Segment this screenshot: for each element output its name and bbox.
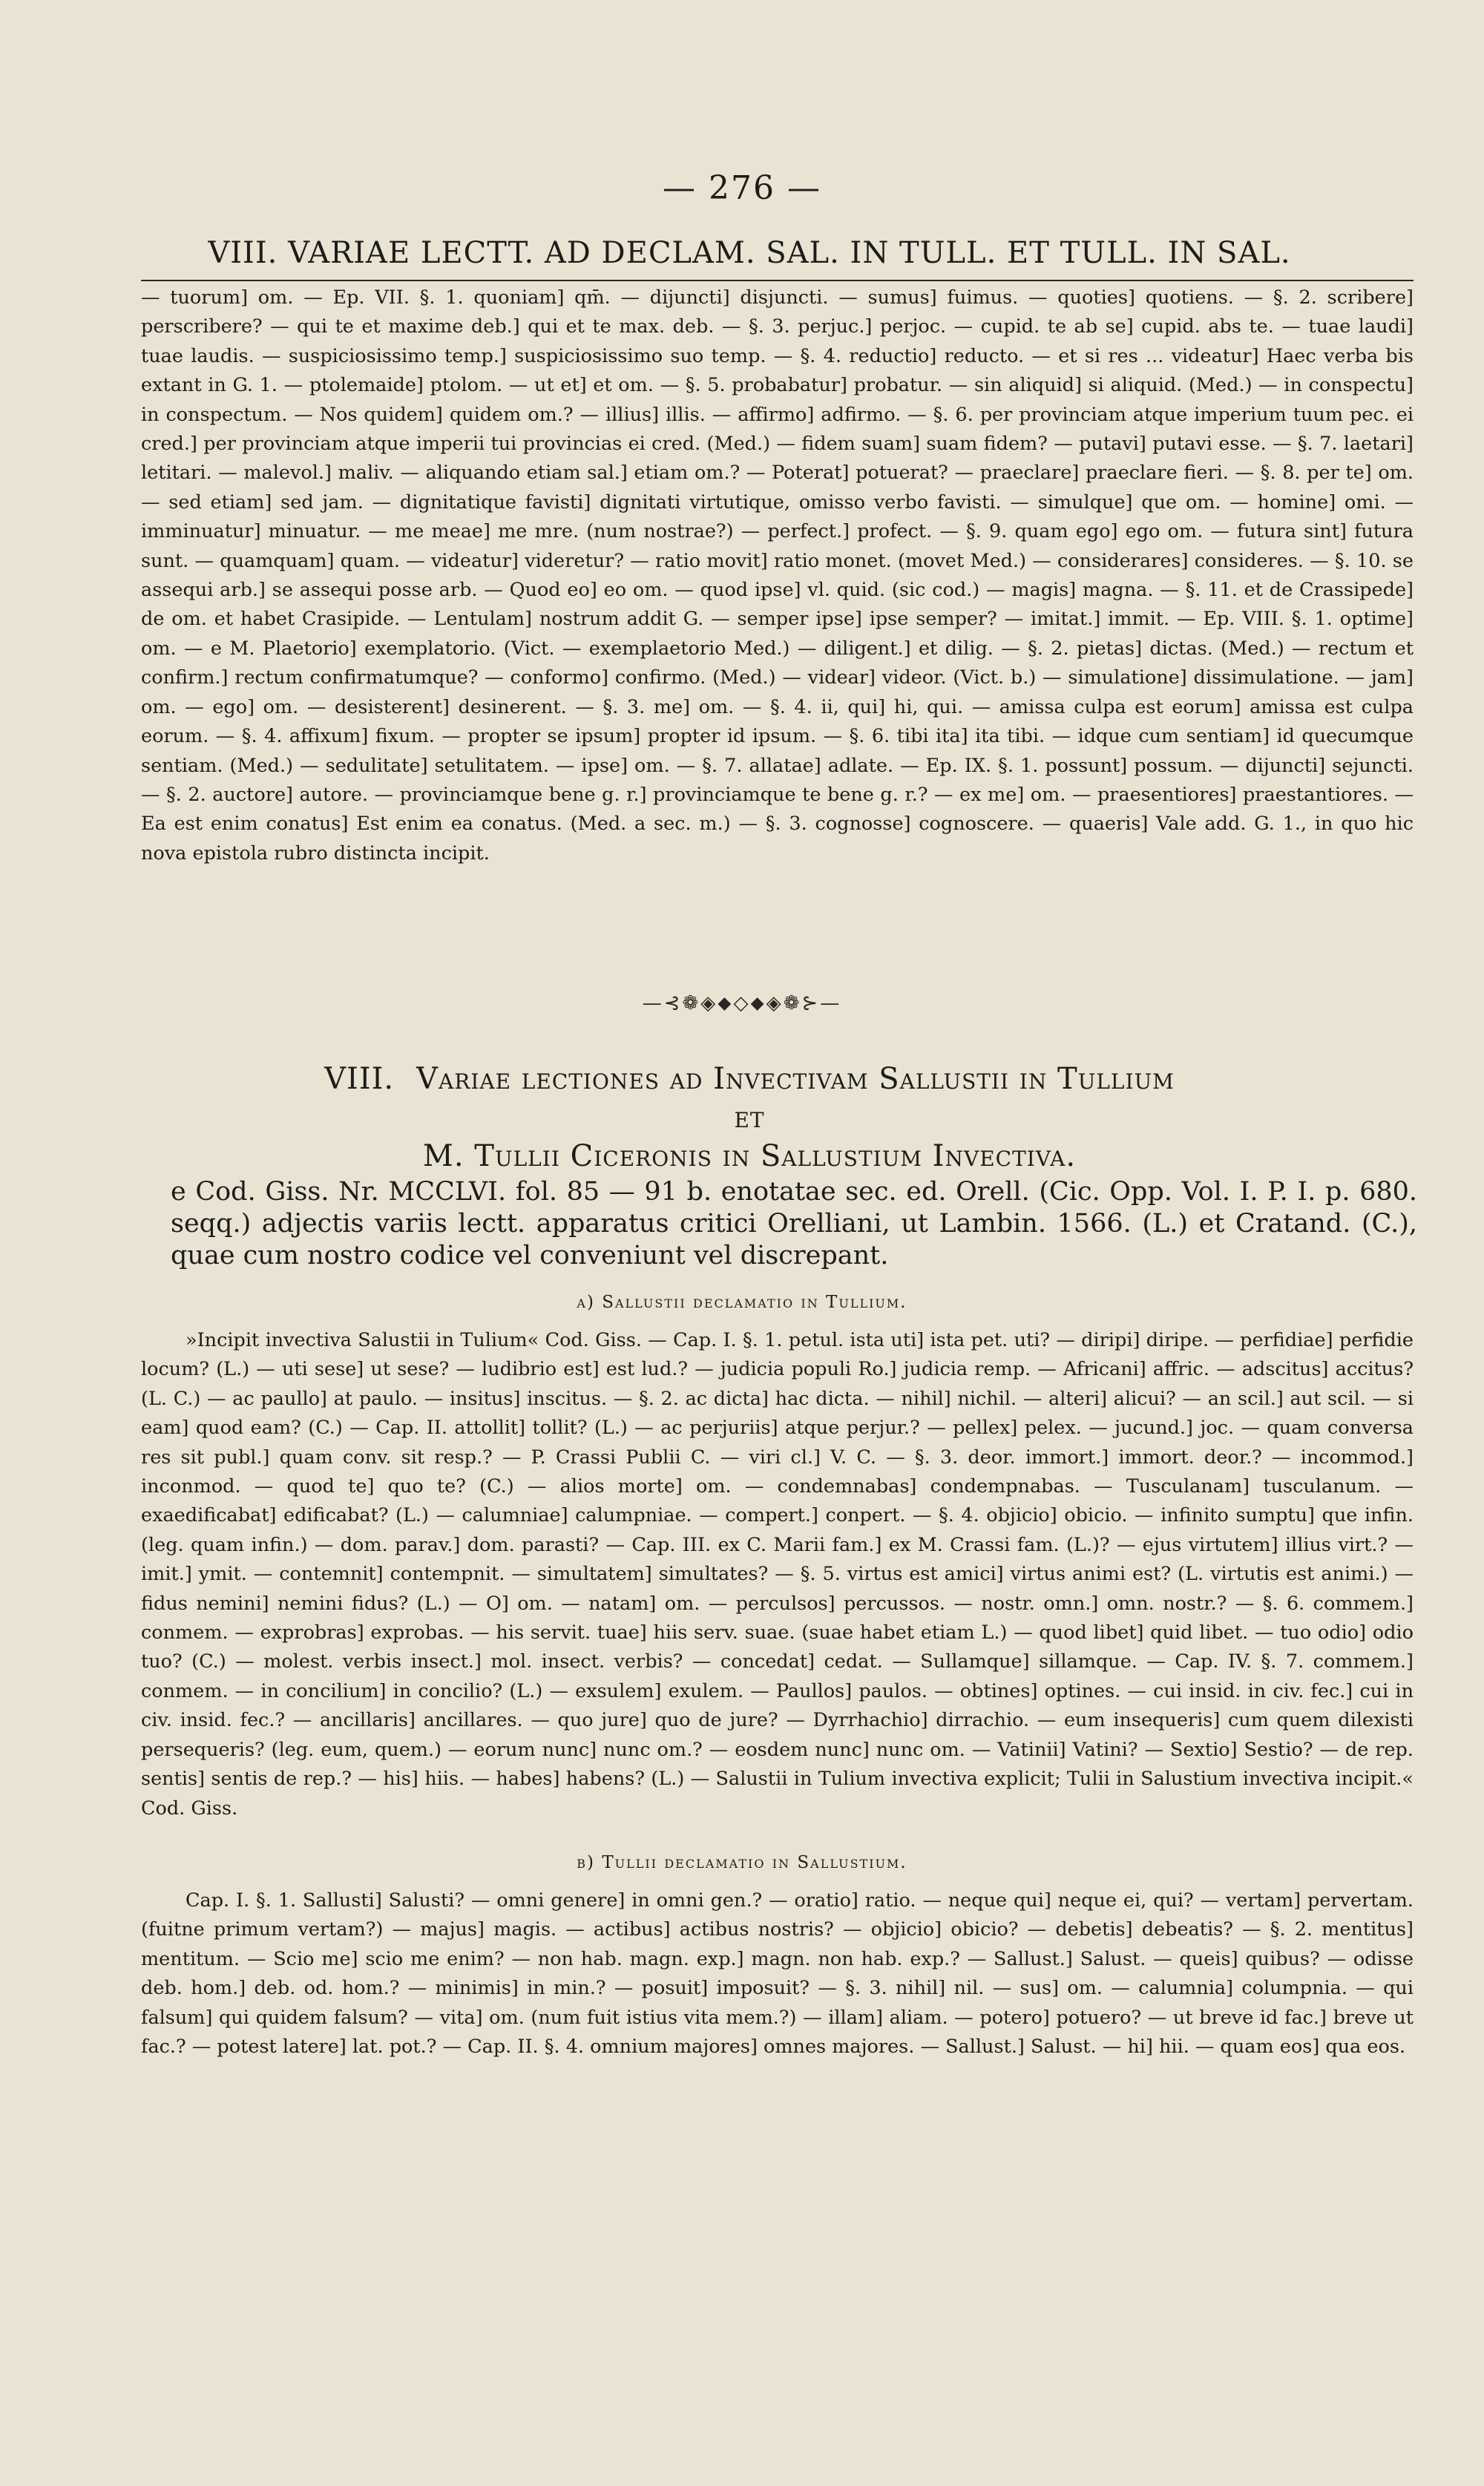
running-section-header: VIII. VARIAE LECTT. AD DECLAM. SAL. IN TULL. ET TULL. IN SAL. [208,236,1291,270]
section-a-body [141,1326,1414,1823]
fleuron-ornament: —⊰❁◈⬥◇⬥◈❁⊱— [642,992,842,1014]
apparatus-epistulae-text: — tuorum] om. — Ep. VII. §. 1. quoniam] qm̄. — dijuncti] disjuncti. — sumus] fuimus. — quoties] quotiens. — §. 2. scribere] perscribere? — qui te et maxime deb.] qui et te max. deb. — §. 3. perjuc.] perjoc. — cupid. te ab se] cupid. abs te. — tuae laudi] tuae laudis. — suspiciosissimo temp.] suspiciosissimo suo temp. — §. 4. reductio] reducto. — et si res ... videatur] Haec verba bis extant in G. 1. — ptolemaide] ptolom. — ut et] et om. — §. 5. probabatur] probatur. — sin aliquid] si aliquid. (Med.) — in conspectu] in conspectum. — Nos quidem] quidem om.? — illius] illis. — affirmo] adfirmo. — §. 6. per provinciam atque imperium tuum pec. ei cred.] per provinciam atque imperii tui provincias ei cred. (Med.) — fidem suam] suam fidem? — putavi] putavi esse. — §. 7. laetari] letitari. — malevol.] maliv. — aliquando etiam sal.] etiam om.? — Poterat] potuerat? — praeclare] praeclare fieri. — §. 8. per te] om. — sed etiam] sed jam. — dignitatique favisti] dignitati virtutique, omisso verbo favisti. — simulque] que om. — homine] omi. — imminuatur] minuatur. — me meae] me mre. (num nostrae?) — perfect.] profect. — §. 9. quam ego] ego om. — futura sint] futura sunt. — quamquam] quam. — videatur] videretur? — ratio movit] ratio monet. (movet Med.) — considerares] consideres. — §. 10. se assequi arb.] se assequi posse arb. — Quod eo] eo om. — quod ipse] vl. quid. (sic cod.) — magis] magna. — §. 11. et de Crassipede] de om. et habet Crasipide. — Lentulam] nostrum addit G. — semper ipse] ipse semper? — imitat.] immit. — Ep. VIII. §. 1. optime] om. — e M. Plaetorio] exemplatorio. (Vict. — exemplaetorio Med.) — diligent.] et dilig. — §. 2. pietas] dictas. (Med.) — rectum et confirm.] rectum confirmatumque? — conformo] confirmo. (Med.) — videar] videor. (Vict. b.) — simulatione] dissimulatione. — jam] om. — ego] om. — desisterent] desinerent. — §. 3. me] om. — §. 4. ii, qui] hi, qui. — amissa culpa est eorum] amissa est culpa eorum. — §. 4. affixum] fixum. — propter se ipsum] propter id ipsum. — §. 6. tibi ita] ita tibi. — idque cum sentiam] id quecumque sentiam. (Med.) — sedulitate] setulitatem. — ipse] om. — §. 7. allatae] adlate. — Ep. IX. §. 1. possunt] possum. — dijuncti] sejuncti. — §. 2. auctore] autore. — provinciamque bene g. r.] provinciamque te bene g. r.? — ex me] om. — praesentiores] praestantiores. — Ea est enim conatus] Est enim ea conatus. (Med. a sec. m.) — §. 3. cognosse] cognoscere. — quaeris] Vale add. G. 1., in quo hic nova epistola rubro distincta incipit. [141,286,1414,865]
title-line-1 [122,1060,1376,1098]
section-b-text: Cap. I. §. 1. Sallusti] Salusti? — omni genere] in omni gen.? — oratio] ratio. — neque qui] neque ei, qui? — vertam] pervertam. (fuitne primum vertam?) — majus] magis. — actibus] actibus nostris? — objicio] obicio? — debetis] debeatis? — §. 2. mentitus] mentitum. — Scio me] scio me enim? — non hab. magn. exp.] magn. non hab. exp.? — Sallust.] Salust. — queis] quibus? — odisse deb. hom.] deb. od. hom.? — minimis] in min.? — posuit] imposuit? — §. 3. nihil] nil. — sus] om. — calumnia] columpnia. — qui falsum] qui quidem falsum? — vita] om. (num fuit istius vita mem.?) — illam] aliam. — potero] potuero? — ut breve id fac.] breve ut fac.? — potest latere] lat. pot.? — Cap. II. §. 4. omnium majores] omnes majores. — Sallust.] Salust. — hi] hii. — quam eos] qua eos. [141,1889,1414,2059]
header-rule [141,280,1414,281]
section-b-heading: b) Tullii declamatio in Sallustium. [577,1853,907,1872]
title-numeral: VIII. [324,1062,395,1096]
section-a-text: »Incipit invectiva Salustii in Tulium« Cod. Giss. — Cap. I. §. 1. petul. ista uti] ista pet. uti? — diripi] diripe. — perfidiae] perfidie locum? (L.) — uti sese] ut sese? — ludibrio est] est lud.? — judicia populi Ro.] judicia remp. — Africani] affric. — adscitus] accitus? (L. C.) — ac paullo] at paulo. — insitus] inscitus. — §. 2. ac dicta] hac dicta. — nihil] nichil. — alteri] alicui? — an scil.] aut scil. — si eam] quod eam? (C.) — Cap. II. attollit] tollit? (L.) — ac perjuriis] atque perjur.? — pellex] pelex. — jucund.] joc. — quam conversa res sit publ.] quam conv. sit resp.? — P. Crassi Publii C. — viri cl.] V. C. — §. 3. deor. immort.] immort. deor.? — incommod.] inconmod. — quod te] quo te? (C.) — alios morte] om. — condemnabas] condempnabas. — Tusculanam] tusculanum. — exaedificabat] edificabat? (L.) — calumniae] calumpniae. — compert.] conpert. — §. 4. objicio] obicio. — infinito sumptu] que infin. (leg. quam infin.) — dom. parav.] dom. parasti? — Cap. III. ex C. Marii fam.] ex M. Crassi fam. (L.)? — ejus virtutem] illius virt.? — imit.] ymit. — contemnit] contempnit. — simultatem] simultates? — §. 5. virtus est amici] virtus animi est? (L. virtutis est animi.) — fidus nemini] nemini fidus? (L.) — O] om. — natam] om. — perculsos] percussos. — nostr. omn.] omn. nostr.? — §. 6. commem.] conmem. — exprobras] exprobas. — his servit. tuae] hiis serv. suae. (suae habet etiam L.) — quod libet] quid libet. — tuo odio] odio tuo? (C.) — molest. verbis insect.] mol. insect. verbis? — concedat] cedat. — Sullamque] sillamque. — Cap. IV. §. 7. commem.] conmem. — in concilium] in concilio? (L.) — exsulem] exulem. — Paullos] paulos. — obtines] optines. — cui insid. in civ. fec.] cui in civ. insid. fec.? — ancillaris] ancillares. — quo jure] quo de jure? — Dyrrhachio] dirrachio. — eum insequeris] cum quem dilexisti persequeris? (leg. eum, quem.) — eorum nunc] nunc om.? — eosdem nunc] nunc om. — Vatinii] Vatini? — Sextio] Sestio? — de rep. sentis] sentis de rep.? — his] hiis. — habes] habens? (L.) — Salustii in Tulium invectiva explicit; Tulii in Salustium invectiva incipit.« Cod. Giss. [141,1329,1414,1820]
intro-text: e Cod. Giss. Nr. MCCLVI. fol. 85 — 91 b. enotatae sec. ed. Orell. (Cic. Opp. Vol. I. P. I. p. 680. seqq.) adjectis variis lectt. apparatus critici Orelliani, ut Lambin. 1566. (L.) et Cratand. (C.), quae cum nostro codice vel conveniunt vel discrepant. [171,1177,1417,1270]
page-number: — 276 — [663,169,821,207]
title-line-3: M. Tullii Ciceronis in Sallustium Invectiva. [422,1139,1077,1173]
section-b-body [141,1886,1414,2062]
title-line-2: et [734,1101,765,1135]
article-title [122,1060,1376,1175]
apparatus-epistulae [141,283,1414,868]
section-a-heading: a) Sallustii declamatio in Tullium. [577,1293,907,1312]
intro-paragraph [171,1176,1417,1272]
title-text-1: Variae lectiones ad Invectivam Sallustii in Tullium [416,1062,1175,1096]
